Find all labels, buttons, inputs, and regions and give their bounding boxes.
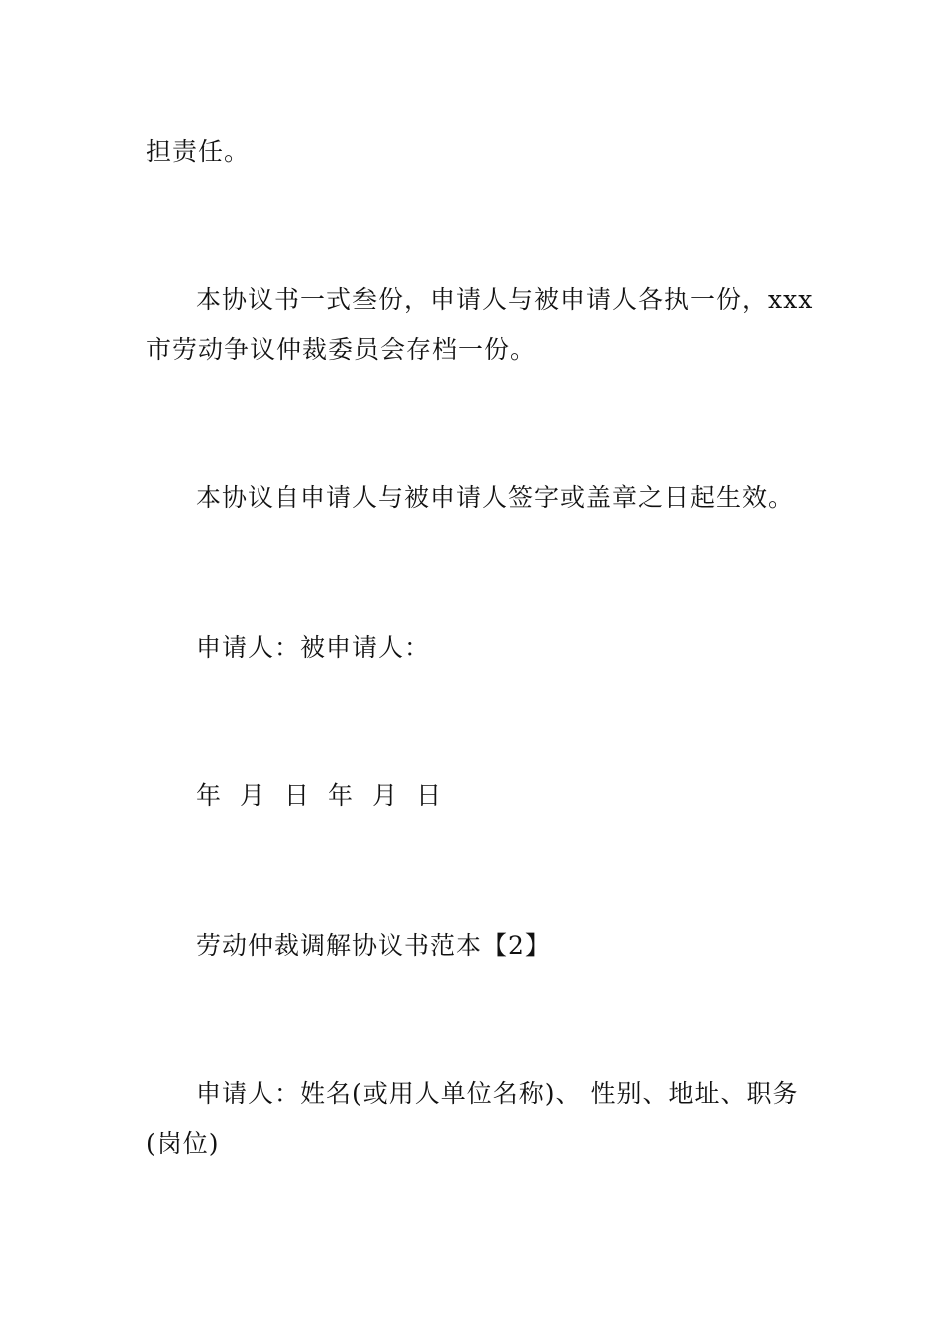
date-line	[196, 772, 866, 820]
applicant-info-line2: (岗位)	[146, 1129, 220, 1158]
applicant-info-line1: 申请人：姓名(或用人单位名称)、 性别、地址、职务	[196, 1079, 799, 1108]
signature-labels: 申请人：被申请人：	[196, 633, 431, 662]
date-year-2: 年	[328, 781, 355, 810]
paragraph-responsibility-end: 担责任。	[146, 137, 251, 166]
paragraph-copies-line2: 市劳动争议仲裁委员会存档一份。	[146, 335, 537, 364]
paragraph-copies-line1: 本协议书一式叁份，申请人与被申请人各执一份，xxx	[196, 285, 814, 314]
date-day-2: 日	[416, 781, 443, 810]
date-month-1: 月	[240, 781, 267, 810]
date-day-1: 日	[284, 781, 311, 810]
date-year-1: 年	[196, 781, 223, 810]
date-month-2: 月	[372, 781, 399, 810]
section-heading: 劳动仲裁调解协议书范本【2】	[196, 931, 551, 960]
paragraph-effective: 本协议自申请人与被申请人签字或盖章之日起生效。	[196, 483, 795, 512]
